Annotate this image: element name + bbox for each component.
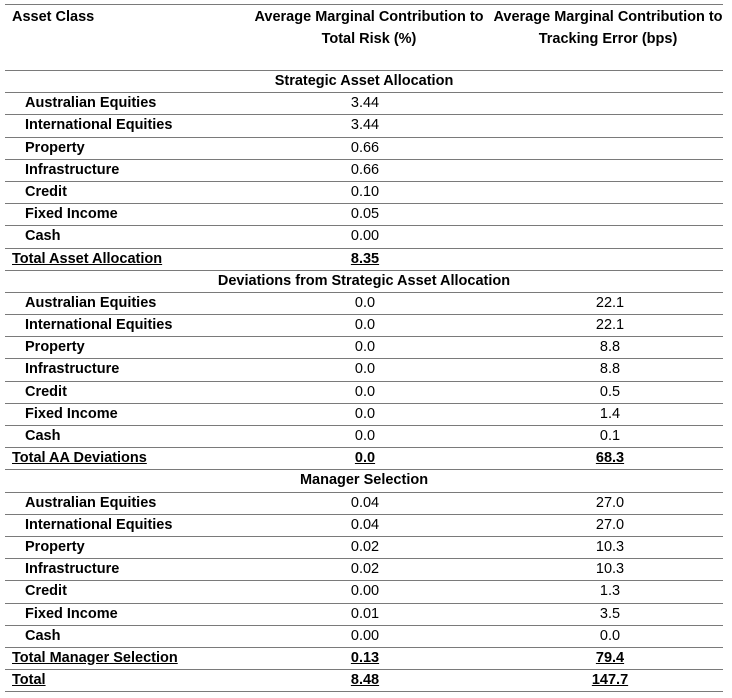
row-risk-value: 0.0 [354,339,376,356]
row-label: Property [25,139,85,156]
row-tracking-error-value: 10.3 [595,538,625,555]
row-label: Australian Equities [25,494,157,511]
row-risk-value: 0.00 [350,627,380,644]
row-tracking-error-value: 8.8 [599,361,621,378]
row-tracking-error-value: 3.5 [599,605,621,622]
section-title: Deviations from Strategic Asset Allocation [5,271,723,293]
row-risk-value: 0.0 [354,317,376,334]
row-risk-value: 0.66 [350,161,380,178]
row-risk-value: 0.02 [350,561,380,578]
row-label: Australian Equities [25,294,157,311]
table-row [5,559,723,581]
row-risk-value: 8.48 [350,672,380,689]
row-risk-value: 0.0 [354,383,376,400]
row-risk-value: 8.35 [350,250,380,267]
row-label: International Equities [25,317,173,334]
table-row [5,138,723,160]
table-row [5,604,723,626]
row-risk-value: 3.44 [350,117,380,134]
row-tracking-error-value: 8.8 [599,339,621,356]
row-tracking-error-value: 10.3 [595,561,625,578]
row-label: Total [12,672,46,689]
row-tracking-error-value: 1.3 [599,583,621,600]
header-asset-class: Asset Class [12,9,95,25]
row-risk-value: 0.0 [354,450,376,467]
row-label: Credit [25,183,67,200]
row-label: Credit [25,383,67,400]
table-row [5,382,723,404]
table-body [5,71,723,692]
section-title: Manager Selection [5,470,723,492]
table-row [5,293,723,315]
row-risk-value: 0.01 [350,605,380,622]
row-label: International Equities [25,516,173,533]
section-title: Strategic Asset Allocation [5,71,723,93]
table-row [5,493,723,515]
row-risk-value: 0.04 [350,494,380,511]
row-tracking-error-value: 0.1 [599,428,621,444]
row-risk-value: 0.04 [350,516,380,533]
table-row [5,626,723,648]
table-row [5,426,723,448]
table-row [5,160,723,182]
row-tracking-error-value: 22.1 [595,294,625,311]
table-row [5,581,723,603]
table-row [5,182,723,204]
row-tracking-error-value: 0.0 [599,627,621,644]
row-label: Infrastructure [25,361,120,378]
table-row [5,537,723,559]
table-row [5,515,723,537]
header-tracking-error: Average Marginal Contribution to Tracking Error (bps) [493,9,723,47]
row-tracking-error-value: 27.0 [595,494,625,511]
row-risk-value: 3.44 [350,95,380,112]
table-row [5,204,723,226]
row-label: Cash [25,428,61,444]
row-tracking-error-value: 22.1 [595,317,625,334]
row-risk-value: 0.0 [354,294,376,311]
row-risk-value: 0.05 [350,206,380,223]
table-row [5,315,723,337]
table-row [5,93,723,115]
row-label: Total Asset Allocation [12,250,163,267]
row-label: Cash [25,627,61,644]
table-row [5,359,723,381]
row-label: International Equities [25,117,173,134]
risk-contribution-table [5,4,723,692]
row-risk-value: 0.0 [354,405,376,422]
row-risk-value: 0.0 [354,428,376,444]
row-label: Total AA Deviations [12,450,147,467]
row-label: Fixed Income [25,605,118,622]
row-risk-value: 0.13 [350,649,380,666]
table-row [5,337,723,359]
row-label: Infrastructure [25,161,120,178]
section-total-row [5,249,723,271]
row-risk-value: 0.00 [350,228,380,245]
row-tracking-error-value: 27.0 [595,516,625,533]
row-risk-value: 0.0 [354,361,376,378]
row-risk-value: 0.10 [350,183,380,200]
section-total-row [5,448,723,470]
table-row [5,115,723,137]
row-risk-value: 0.66 [350,139,380,156]
row-label: Total Manager Selection [12,649,178,666]
row-tracking-error-value: 79.4 [595,649,625,666]
row-tracking-error-value: 0.5 [599,383,621,400]
row-tracking-error-value: 68.3 [595,450,625,467]
row-label: Australian Equities [25,95,157,112]
row-label: Property [25,538,85,555]
row-label: Cash [25,228,61,245]
table-row [5,404,723,426]
row-label: Fixed Income [25,405,118,422]
section-total-row [5,648,723,670]
header-total-risk: Average Marginal Contribution to Total Risk (%) [254,9,484,47]
row-label: Credit [25,583,67,600]
table-row [5,226,723,248]
table-header [5,4,723,71]
row-risk-value: 0.00 [350,583,380,600]
row-tracking-error-value: 1.4 [599,405,621,422]
row-label: Infrastructure [25,561,120,578]
row-label: Property [25,339,85,356]
grand-total-row [5,670,723,692]
row-label: Fixed Income [25,206,118,223]
row-tracking-error-value: 147.7 [591,672,629,689]
row-risk-value: 0.02 [350,538,380,555]
